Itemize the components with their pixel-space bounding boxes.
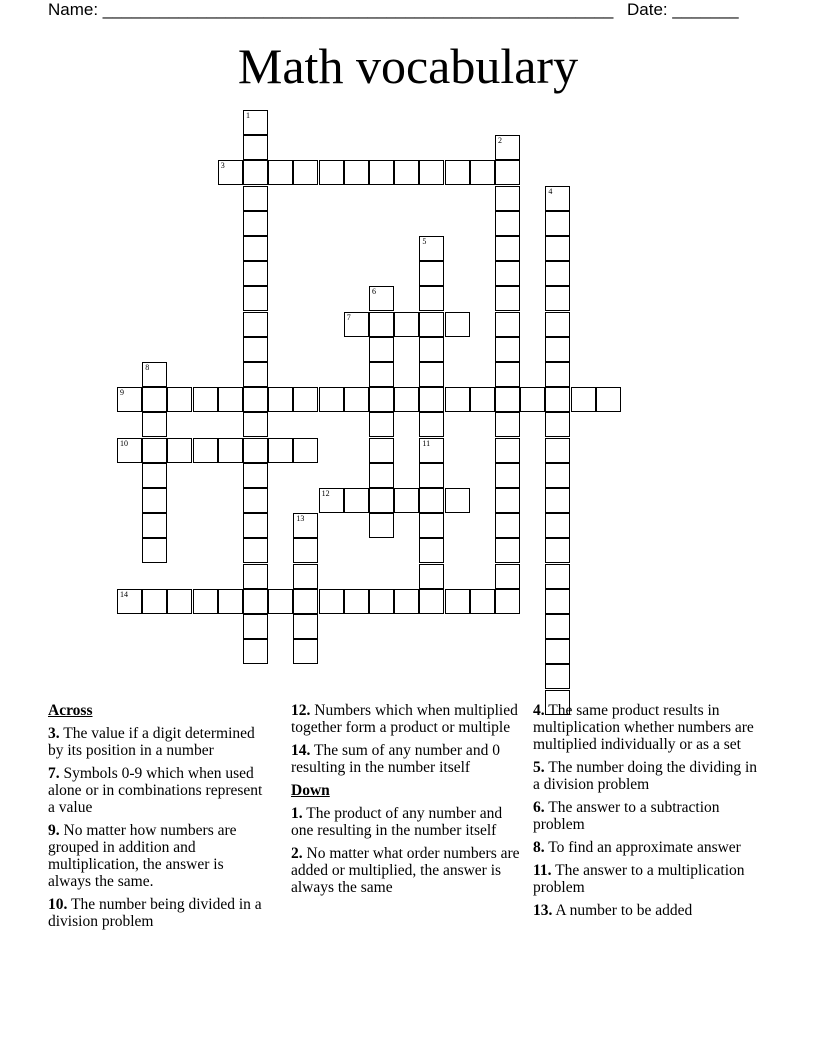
cell-number: 10 <box>120 438 128 448</box>
crossword-cell[interactable] <box>117 387 142 412</box>
crossword-cell[interactable] <box>394 488 419 513</box>
crossword-cell[interactable] <box>243 513 268 538</box>
crossword-cell[interactable] <box>419 589 444 614</box>
crossword-cell[interactable] <box>344 589 369 614</box>
crossword-cell[interactable] <box>293 639 318 664</box>
clue-down-5 <box>533 759 765 793</box>
crossword-cell[interactable] <box>243 463 268 488</box>
cell-number: 7 <box>346 312 351 322</box>
clue-down-4 <box>533 702 765 753</box>
clue-text: The answer to a multiplication problem <box>533 862 745 896</box>
crossword-cell[interactable] <box>571 387 596 412</box>
crossword-cell[interactable] <box>445 488 470 513</box>
crossword-cell[interactable] <box>142 589 167 614</box>
crossword-cell[interactable] <box>167 589 192 614</box>
crossword-cell[interactable] <box>545 312 570 337</box>
crossword-cell[interactable] <box>545 589 570 614</box>
crossword-cell[interactable] <box>495 312 520 337</box>
crossword-cell[interactable] <box>495 513 520 538</box>
clue-text: To find an approximate answer <box>548 839 741 856</box>
crossword-cell[interactable] <box>419 463 444 488</box>
crossword-cell[interactable] <box>495 160 520 185</box>
clues-column-2 <box>291 702 523 902</box>
crossword-cell[interactable] <box>394 387 419 412</box>
crossword-cell[interactable] <box>293 538 318 563</box>
crossword-cell[interactable] <box>419 312 444 337</box>
crossword-cell[interactable] <box>419 362 444 387</box>
crossword-cell[interactable] <box>419 286 444 311</box>
crossword-cell[interactable] <box>243 236 268 261</box>
crossword-cell[interactable] <box>419 513 444 538</box>
crossword-cell[interactable] <box>545 236 570 261</box>
crossword-cell[interactable] <box>419 538 444 563</box>
clue-number: 13. <box>533 902 553 919</box>
clue-across-14 <box>291 742 523 776</box>
crossword-cell[interactable] <box>369 387 394 412</box>
crossword-cell[interactable] <box>545 463 570 488</box>
cell-number: 14 <box>120 589 128 599</box>
clue-text: The number doing the dividing in a division problem <box>533 759 758 793</box>
cell-number: 8 <box>145 363 150 372</box>
crossword-cell[interactable] <box>243 362 268 387</box>
clue-across-12 <box>291 702 523 736</box>
crossword-cell[interactable] <box>545 513 570 538</box>
clue-down-1 <box>291 805 523 839</box>
clue-text: Symbols 0-9 which when used alone or in combinations represent a value <box>48 765 263 816</box>
crossword-cell[interactable] <box>293 513 318 538</box>
clue-number: 1. <box>291 805 303 822</box>
crossword-cell[interactable] <box>369 312 394 337</box>
crossword-cell[interactable] <box>243 211 268 236</box>
crossword-cell[interactable] <box>243 110 268 135</box>
crossword-cell[interactable] <box>218 438 243 463</box>
crossword-cell[interactable] <box>193 438 218 463</box>
crossword-cell[interactable] <box>293 160 318 185</box>
crossword-cell[interactable] <box>419 564 444 589</box>
crossword-cell[interactable] <box>243 186 268 211</box>
crossword-cell[interactable] <box>319 589 344 614</box>
cell-number: 1 <box>246 111 250 120</box>
crossword-cell[interactable] <box>369 286 394 311</box>
crossword-cell[interactable] <box>243 160 268 185</box>
crossword-cell[interactable] <box>293 438 318 463</box>
name-field: Name: ______________________________________________________ <box>48 0 614 19</box>
crossword-cell[interactable] <box>596 387 621 412</box>
crossword-cell[interactable] <box>268 438 293 463</box>
crossword-cell[interactable] <box>369 160 394 185</box>
crossword-cell[interactable] <box>243 438 268 463</box>
clue-down-13 <box>533 902 765 919</box>
crossword-cell[interactable] <box>268 160 293 185</box>
crossword-cell[interactable] <box>293 564 318 589</box>
crossword-cell[interactable] <box>142 488 167 513</box>
crossword-cell[interactable] <box>369 412 394 437</box>
crossword-cell[interactable] <box>445 160 470 185</box>
clue-text: No matter what order numbers are added or multiplied, the answer is always the same <box>291 845 520 896</box>
crossword-cell[interactable] <box>545 337 570 362</box>
clue-text: The same product results in multiplication whether numbers are multiplied individually or as a set <box>533 702 754 753</box>
down-heading: Down <box>291 782 330 799</box>
crossword-cell[interactable] <box>293 387 318 412</box>
crossword-cell[interactable] <box>419 412 444 437</box>
crossword-cell[interactable] <box>344 387 369 412</box>
crossword-cell[interactable] <box>344 312 369 337</box>
clue-number: 9. <box>48 822 60 839</box>
crossword-cell[interactable] <box>419 236 444 261</box>
crossword-cell[interactable] <box>243 337 268 362</box>
crossword-cell[interactable] <box>243 589 268 614</box>
clue-number: 2. <box>291 845 303 862</box>
crossword-cell[interactable] <box>470 160 495 185</box>
cell-number: 2 <box>498 136 502 146</box>
clue-down-2 <box>291 845 523 896</box>
crossword-cell[interactable] <box>545 614 570 639</box>
cell-number: 3 <box>220 161 225 171</box>
crossword-cell[interactable] <box>369 488 394 513</box>
clue-down-11 <box>533 862 765 896</box>
crossword-cell[interactable] <box>293 589 318 614</box>
clue-text: The value if a digit determined by its position in a number <box>48 725 255 759</box>
crossword-cell[interactable] <box>445 387 470 412</box>
crossword-cell[interactable] <box>243 312 268 337</box>
clue-number: 10. <box>48 896 68 913</box>
clue-number: 5. <box>533 759 545 776</box>
crossword-cell[interactable] <box>142 463 167 488</box>
crossword-cell[interactable] <box>243 286 268 311</box>
crossword-cell[interactable] <box>545 564 570 589</box>
crossword-cell[interactable] <box>419 261 444 286</box>
crossword-cell[interactable] <box>369 337 394 362</box>
clue-text: No matter how numbers are grouped in addition and multiplication, the answer is always the same. <box>48 822 237 890</box>
crossword-cell[interactable] <box>319 488 344 513</box>
cell-number: 9 <box>120 388 124 398</box>
clue-across-3 <box>48 725 268 759</box>
crossword-cell[interactable] <box>218 160 243 185</box>
crossword-cell[interactable] <box>369 362 394 387</box>
crossword-cell[interactable] <box>419 160 444 185</box>
crossword-cell[interactable] <box>243 261 268 286</box>
crossword-cell[interactable] <box>243 538 268 563</box>
clues-column-3 <box>533 702 765 925</box>
crossword-cell[interactable] <box>419 387 444 412</box>
crossword-cell[interactable] <box>268 387 293 412</box>
crossword-cell[interactable] <box>545 362 570 387</box>
crossword-cell[interactable] <box>142 438 167 463</box>
clue-number: 8. <box>533 839 545 856</box>
clue-across-9 <box>48 822 268 890</box>
crossword-cell[interactable] <box>243 639 268 664</box>
crossword-cell[interactable] <box>117 589 142 614</box>
crossword-cell[interactable] <box>495 488 520 513</box>
crossword-cell[interactable] <box>243 412 268 437</box>
crossword-cell[interactable] <box>394 589 419 614</box>
clue-down-8 <box>533 839 765 856</box>
crossword-cell[interactable] <box>545 639 570 664</box>
crossword-cell[interactable] <box>142 387 167 412</box>
crossword-cell[interactable] <box>369 463 394 488</box>
crossword-cell[interactable] <box>344 160 369 185</box>
cell-number: 11 <box>422 438 431 448</box>
crossword-cell[interactable] <box>545 286 570 311</box>
crossword-cell[interactable] <box>369 438 394 463</box>
crossword-cell[interactable] <box>142 362 167 387</box>
crossword-cell[interactable] <box>495 362 520 387</box>
crossword-cell[interactable] <box>545 186 570 211</box>
clue-number: 4. <box>533 702 545 719</box>
crossword-cell[interactable] <box>545 211 570 236</box>
clue-number: 12. <box>291 702 311 719</box>
clue-number: 11. <box>533 862 552 879</box>
crossword-cell[interactable] <box>495 211 520 236</box>
clue-across-10 <box>48 896 268 930</box>
crossword-cell[interactable] <box>243 614 268 639</box>
crossword-cell[interactable] <box>369 589 394 614</box>
crossword-cell[interactable] <box>545 664 570 689</box>
crossword-cell[interactable] <box>193 589 218 614</box>
crossword-cell[interactable] <box>243 135 268 160</box>
crossword-cell[interactable] <box>545 538 570 563</box>
cell-number: 4 <box>548 186 553 196</box>
clue-down-6 <box>533 799 765 833</box>
crossword-cell[interactable] <box>419 488 444 513</box>
cell-number: 13 <box>296 514 305 524</box>
clue-number: 14. <box>291 742 311 759</box>
clue-text: Numbers which when multiplied together form a product or multiple <box>291 702 518 736</box>
crossword-cell[interactable] <box>495 261 520 286</box>
crossword-cell[interactable] <box>495 412 520 437</box>
crossword-cell[interactable] <box>495 589 520 614</box>
clue-number: 7. <box>48 765 60 782</box>
crossword-cell[interactable] <box>268 589 293 614</box>
crossword-cell[interactable] <box>545 261 570 286</box>
crossword-cell[interactable] <box>470 387 495 412</box>
crossword-cell[interactable] <box>470 589 495 614</box>
crossword-cell[interactable] <box>218 589 243 614</box>
clues-column-1 <box>48 702 268 936</box>
crossword-cell[interactable] <box>495 538 520 563</box>
crossword-cell[interactable] <box>167 438 192 463</box>
clue-text: The sum of any number and 0 resulting in the number itself <box>291 742 500 776</box>
page-title: Math vocabulary <box>237 38 579 94</box>
clue-text: The answer to a subtraction problem <box>533 799 720 833</box>
crossword-cell[interactable] <box>495 438 520 463</box>
crossword-cell[interactable] <box>167 387 192 412</box>
clue-text: The product of any number and one resulting in the number itself <box>291 805 503 839</box>
crossword-cell[interactable] <box>369 513 394 538</box>
crossword-cell[interactable] <box>445 312 470 337</box>
crossword-cell[interactable] <box>243 564 268 589</box>
crossword-cell[interactable] <box>545 412 570 437</box>
crossword-cell[interactable] <box>545 387 570 412</box>
crossword-cell[interactable] <box>344 488 369 513</box>
crossword-cell[interactable] <box>319 387 344 412</box>
crossword-cell[interactable] <box>495 463 520 488</box>
crossword-cell[interactable] <box>419 438 444 463</box>
crossword-cell[interactable] <box>293 614 318 639</box>
crossword-cell[interactable] <box>495 387 520 412</box>
crossword-cell[interactable] <box>445 589 470 614</box>
crossword-cell[interactable] <box>142 412 167 437</box>
crossword-cell[interactable] <box>193 387 218 412</box>
crossword-cell[interactable] <box>495 236 520 261</box>
crossword-cell[interactable] <box>495 286 520 311</box>
crossword-cell[interactable] <box>495 564 520 589</box>
crossword-cell[interactable] <box>319 160 344 185</box>
crossword-cell[interactable] <box>243 488 268 513</box>
date-field: Date: _______ <box>627 0 739 19</box>
crossword-cell[interactable] <box>520 387 545 412</box>
crossword-cell[interactable] <box>394 312 419 337</box>
crossword-cell[interactable] <box>495 337 520 362</box>
clue-number: 6. <box>533 799 545 816</box>
clue-number: 3. <box>48 725 60 742</box>
crossword-cell[interactable] <box>117 438 142 463</box>
crossword-cell[interactable] <box>142 513 167 538</box>
clue-text: The number being divided in a division problem <box>48 896 262 930</box>
crossword-cell[interactable] <box>243 387 268 412</box>
crossword-cell[interactable] <box>394 160 419 185</box>
crossword-cell[interactable] <box>218 387 243 412</box>
clue-text: A number to be added <box>555 902 693 919</box>
crossword-cell[interactable] <box>142 538 167 563</box>
across-heading: Across <box>48 702 93 719</box>
cell-number: 12 <box>321 489 330 498</box>
crossword-cell[interactable] <box>419 337 444 362</box>
cell-number: 5 <box>422 237 427 246</box>
crossword-cell[interactable] <box>545 488 570 513</box>
crossword-cell[interactable] <box>495 186 520 211</box>
crossword-cell[interactable] <box>495 135 520 160</box>
crossword-cell[interactable] <box>545 438 570 463</box>
cell-number: 6 <box>372 287 376 297</box>
clue-across-7 <box>48 765 268 816</box>
